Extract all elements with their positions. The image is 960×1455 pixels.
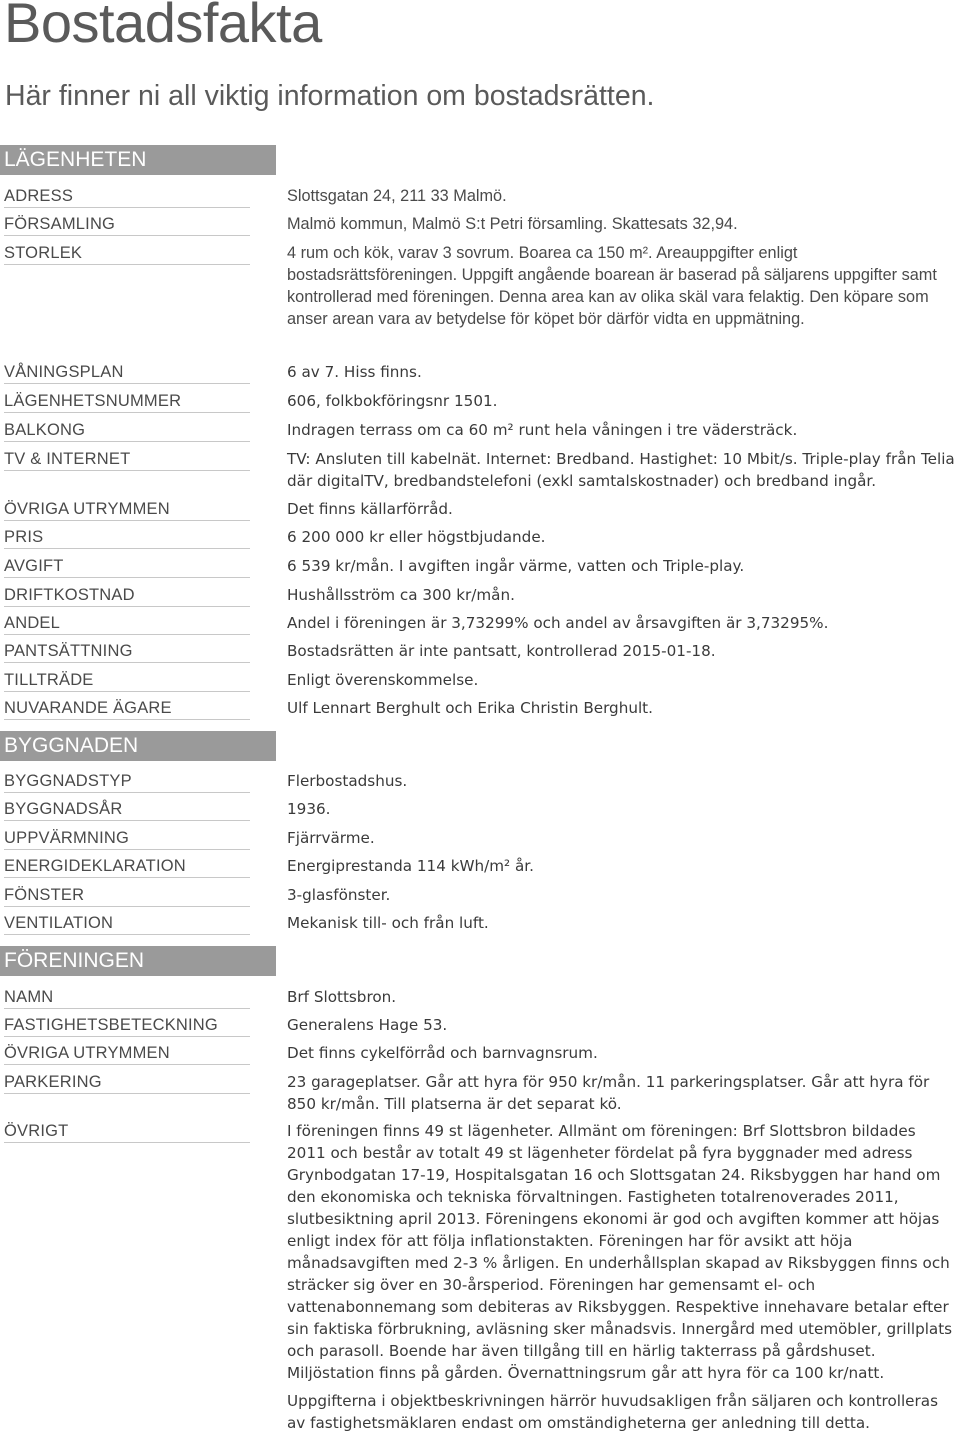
fact-row [0, 1071, 960, 1113]
fact-label: DRIFTKOSTNAD [4, 584, 250, 607]
fact-row [0, 986, 960, 1009]
fact-value [287, 612, 959, 634]
fact-value-paragraph: 3-glasfönster. [287, 886, 391, 904]
fact-value-paragraph: Malmö kommun, Malmö S:t Petri församling. Skattesats 32,94. [287, 215, 738, 233]
fact-label: BYGGNADSTYP [4, 770, 250, 793]
fact-label: NUVARANDE ÄGARE [4, 697, 250, 720]
fact-value-paragraph: Hushållsström ca 300 kr/mån. [287, 586, 515, 604]
fact-value [287, 526, 959, 548]
fact-label: AVGIFT [4, 555, 250, 578]
fact-label: ANDEL [4, 612, 250, 635]
fact-value-paragraph: Indragen terrass om ca 60 m² runt hela våningen i tre vädersträck. [287, 421, 798, 439]
fact-value-paragraph: 23 garageplatser. Går att hyra för 950 kr/mån. 11 parkeringsplatser. Går att hyra för 850 kr/mån. Till platserna är det separat kö. [287, 1073, 930, 1113]
fact-value-paragraph: 6 av 7. Hiss finns. [287, 363, 422, 381]
fact-label: ENERGIDEKLARATION [4, 855, 250, 878]
fact-row [0, 448, 960, 490]
section-lägenheten [0, 145, 960, 717]
fact-row [0, 884, 960, 907]
fact-label: FÖRSAMLING [4, 213, 250, 236]
fact-row [0, 1042, 960, 1065]
fact-label: ÖVRIGT [4, 1120, 250, 1143]
fact-value-paragraph: Generalens Hage 53. [287, 1016, 448, 1034]
fact-row [0, 640, 960, 663]
fact-label: ÖVRIGA UTRYMMEN [4, 1042, 250, 1065]
fact-row [0, 827, 960, 850]
fact-label: BALKONG [4, 419, 250, 442]
fact-value [287, 555, 959, 577]
fact-label: UPPVÄRMNING [4, 827, 250, 850]
fact-value-paragraph: Det finns cykelförråd och barnvagnsrum. [287, 1044, 598, 1062]
fact-value-paragraph: Mekanisk till- och från luft. [287, 914, 489, 932]
fact-value [287, 986, 959, 1008]
fact-value [287, 1014, 959, 1036]
fact-value-paragraph: Ulf Lennart Berghult och Erika Christin Berghult. [287, 699, 653, 717]
fact-value-paragraph: Slottsgatan 24, 211 33 Malmö. [287, 187, 507, 205]
section-föreningen [0, 946, 960, 1432]
fact-row [0, 798, 960, 821]
fact-value-paragraph: Uppgifterna i objektbeskrivningen härrör huvudsakligen från säljaren och kontrolleras av fastighetsmäklaren endast om omständigheterna ger anledning till detta. [287, 1392, 938, 1432]
section-heading: BYGGNADEN [0, 731, 276, 761]
fact-row [0, 1014, 960, 1037]
fact-value-paragraph: Bostadsrätten är inte pantsatt, kontrollerad 2015-01-18. [287, 642, 716, 660]
fact-value-paragraph: Flerbostadshus. [287, 772, 408, 790]
fact-value [287, 448, 959, 492]
fact-label: PRIS [4, 526, 250, 549]
fact-label: TV & INTERNET [4, 448, 250, 471]
fact-value [287, 361, 959, 383]
section-heading: FÖRENINGEN [0, 946, 276, 976]
fact-label: STORLEK [4, 242, 250, 265]
fact-value-paragraph: Fjärrvärme. [287, 829, 375, 847]
fact-label: ADRESS [4, 185, 250, 208]
fact-label: VENTILATION [4, 912, 250, 935]
fact-value [287, 213, 959, 235]
fact-label: PARKERING [4, 1071, 250, 1094]
fact-row [0, 419, 960, 442]
fact-value [287, 697, 959, 719]
fact-value-paragraph: Brf Slottsbron. [287, 988, 397, 1006]
fact-value-paragraph: 4 rum och kök, varav 3 sovrum. Boarea ca 150 m². Areauppgifter enligt bostadsrättsföreningen. Uppgift angående boarean är baserad på säljarens uppgifter samt kontrollerad med föreningen. Denna area kan av olika skäl vara felaktig. Den köpare som anser arean vara av betydelse för köpet bör därför vidta en uppmätning. [287, 244, 937, 328]
fact-row [0, 498, 960, 521]
fact-value [287, 770, 959, 792]
fact-value [287, 827, 959, 849]
fact-value [287, 390, 959, 412]
fact-row [0, 1120, 960, 1432]
fact-value-paragraph: 6 200 000 kr eller högstbjudande. [287, 528, 546, 546]
fact-row [0, 697, 960, 720]
fact-row [0, 185, 960, 208]
fact-value-paragraph: Enligt överenskommelse. [287, 671, 479, 689]
fact-row [0, 390, 960, 413]
page-subtitle: Här finner ni all viktig information om bostadsrätten. [5, 80, 655, 112]
fact-value [287, 798, 959, 820]
fact-label: FASTIGHETSBETECKNING [4, 1014, 250, 1037]
fact-value-paragraph: TV: Ansluten till kabelnät. Internet: Bredband. Hastighet: 10 Mbit/s. Triple-play från Telia där digitalTV, bredbandstelefoni (exkl samtalskostnader) och bredband ingår. [287, 450, 955, 490]
fact-row [0, 584, 960, 607]
fact-value-paragraph: 1936. [287, 800, 331, 818]
fact-value-paragraph: I föreningen finns 49 st lägenheter. Allmänt om föreningen: Brf Slottsbron bildades 2011 och består av totalt 49 st lägenheter fördelat på fyra byggnader med adress Grynbodgatan 17-19, Hospitalsgatan 16 och Slottsgatan 24. Riksbyggen har hand om den ekonomiska och tekniska förvaltningen. Fastigheten totalrenoverades 2011, slutbesiktning april 2013. Föreningens ekonomi är god och avgiften kommer att höjas enligt index för att följa inflationstakten. Föreningen har för avsikt att höja månadsavgiften med 2-3 % årligen. En underhållsplan skapad av Riksbyggen finns och sträcker sig över en 30-årsperiod. Föreningen har gemensamt el- och vattenabonnemang som debiteras av Riksbyggen. Respektive innehavare betalar efter sin faktiska förbrukning, avläsning sker månadsvis. Innergård med utemöbler, grillplats och parasoll. Boende har även tillgång till en härlig takterrass på gårdshuset. Miljöstation finns på gården. Övernattningsrum går att hyra för ca 100 kr/natt. [287, 1122, 953, 1382]
fact-label: VÅNINGSPLAN [4, 361, 250, 384]
fact-row [0, 912, 960, 935]
section-heading: LÄGENHETEN [0, 145, 276, 175]
fact-label: BYGGNADSÅR [4, 798, 250, 821]
fact-label: TILLTRÄDE [4, 669, 250, 692]
fact-row [0, 612, 960, 635]
fact-row [0, 770, 960, 793]
fact-value [287, 640, 959, 662]
fact-value-paragraph: Andel i föreningen är 3,73299% och andel av årsavgiften är 3,73295%. [287, 614, 829, 632]
fact-value [287, 912, 959, 934]
fact-label: NAMN [4, 986, 250, 1009]
fact-value-paragraph: 606, folkbokföringsnr 1501. [287, 392, 498, 410]
fact-value [287, 584, 959, 606]
fact-value [287, 242, 959, 330]
fact-label: ÖVRIGA UTRYMMEN [4, 498, 250, 521]
fact-value [287, 1071, 959, 1115]
fact-row [0, 526, 960, 549]
fact-row [0, 855, 960, 878]
fact-value [287, 419, 959, 441]
section-byggnaden [0, 731, 960, 932]
fact-label: FÖNSTER [4, 884, 250, 907]
fact-value [287, 1042, 959, 1064]
fact-row [0, 242, 960, 328]
fact-value-paragraph: 6 539 kr/mån. I avgiften ingår värme, vatten och Triple-play. [287, 557, 745, 575]
fact-value-paragraph: Energiprestanda 114 kWh/m² år. [287, 857, 534, 875]
fact-row [0, 213, 960, 236]
fact-value-paragraph: Det finns källarförråd. [287, 500, 453, 518]
fact-value [287, 855, 959, 877]
fact-label: PANTSÄTTNING [4, 640, 250, 663]
fact-value [287, 185, 959, 207]
fact-row [0, 669, 960, 692]
fact-value [287, 498, 959, 520]
fact-value [287, 1120, 959, 1434]
page-title: Bostadsfakta [4, 0, 322, 54]
fact-label: LÄGENHETSNUMMER [4, 390, 250, 413]
fact-row [0, 555, 960, 578]
fact-value [287, 884, 959, 906]
fact-value [287, 669, 959, 691]
fact-row [0, 361, 960, 384]
